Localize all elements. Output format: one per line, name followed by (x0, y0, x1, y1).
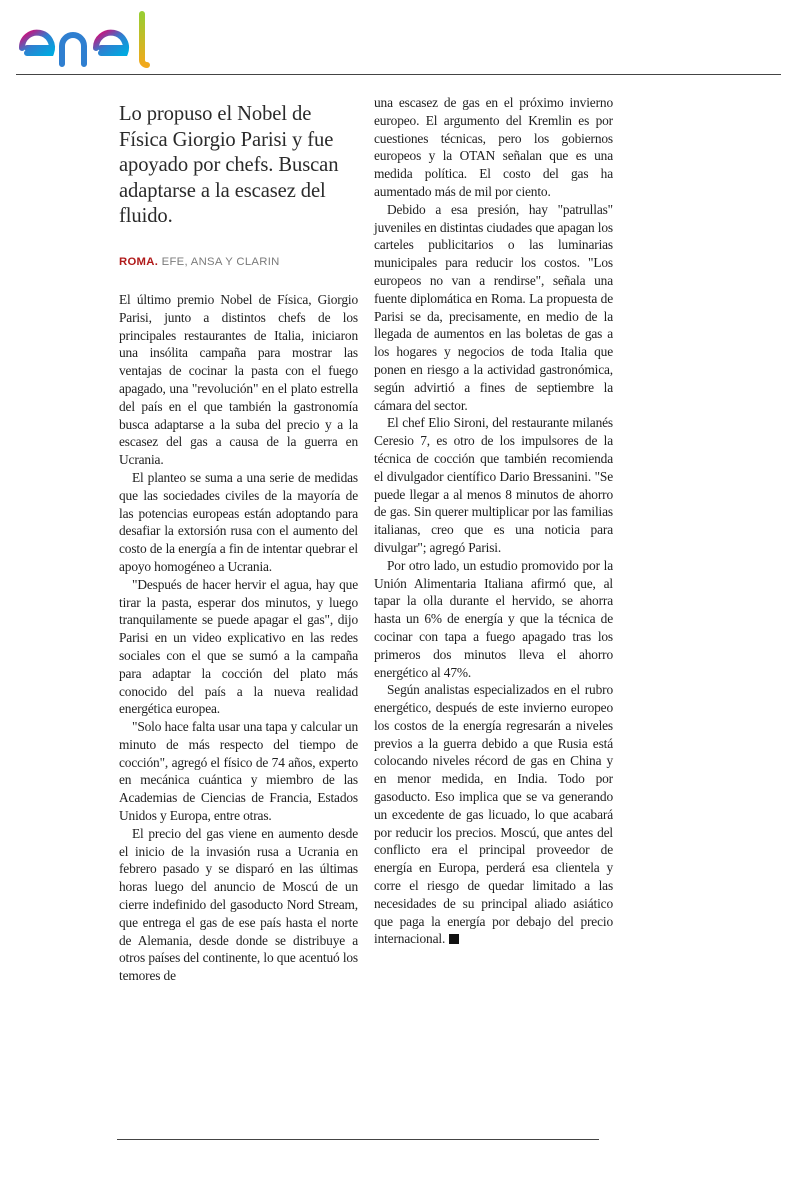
paragraph: "Después de hacer hervir el agua, hay que tirar la pasta, esperar dos minutos, y luego tranquilamente se puede apagar el gas", dijo Parisi en un video explicativo en las redes sociales con el que se sumó a la campaña para adaptar la cocción del plato más conocido del país a la nueva realidad energética europea. (119, 576, 358, 717)
article-right-column (374, 94, 613, 948)
paragraph: El precio del gas viene en aumento desde el inicio de la invasión rusa a Ucrania en febrero pasado y se disparó en las últimas horas luego del anuncio de Moscú de un cierre indefinido del gasoducto Nord Stream, que entrega el gas de ese país hasta el norte de Alemania, desde donde se distribuye a otros países del continente, lo que acentuó los temores de (119, 825, 358, 984)
article-byline (119, 256, 358, 268)
enel-logo (18, 8, 170, 70)
paragraph: El planteo se suma a una serie de medidas que las sociedades civiles de la mayoría de las potencias europeas están adoptando para desafiar la extorsión rusa con el aumento del costo de la energía a fin de intentar quebrar el apoyo homogéneo a Ucrania. (119, 469, 358, 574)
byline-city: ROMA. (119, 255, 159, 268)
paragraph: El último premio Nobel de Física, Giorgio Parisi, junto a distintos chefs de los principales restaurantes de Italia, iniciaron una insólita campaña para mostrar las ventajas de cocinar la pasta con el fuego apagado, una "revolución" en el plato estrella del país en el que también la gastronomía busca adaptarse a la suba del precio y a la escasez del gas a causa de la guerra en Ucrania. (119, 291, 358, 468)
last-paragraph-text: Según analistas especializados en el rubro energético, después de este invierno europeo los costos de la energía regresarán a niveles previos a la guerra debido a que Rusia está colocando niveles récord de gas en China y en menor medida, en India. Todo por gasoducto. Eso implica que se va generando un excedente de gas licuado, lo que acabará por reducir los precios. Moscú, que antes del conflicto era el principal proveedor de energía en Europa, perderá esa clientela y corre el riesgo de quedar limitado a las necesidades de su principal aliado asiático que paga la energía por debajo del precio internacional. (374, 682, 613, 947)
article-headline: Lo propuso el Nobel de Física Giorgio Parisi y fue apoyado por chefs. Buscan adaptarse a la escasez del fluido. (119, 103, 339, 228)
paragraph-last (374, 681, 613, 948)
paragraph: El chef Elio Sironi, del restaurante milanés Ceresio 7, es otro de los impulsores de la técnica de cocción que también recomienda el divulgador científico Dario Bressanini. "Se puede llegar a al menos 8 minutos de ahorro de gas. Sin querer multiplicar por las familias italianas, creo que es una noticia para divulgar"; agregó Parisi. (374, 415, 613, 555)
byline-sources: EFE, ANSA Y CLARIN (161, 255, 280, 268)
bottom-divider (117, 1139, 599, 1140)
top-divider (16, 74, 781, 75)
paragraph: Debido a esa presión, hay "patrullas" juveniles en distintas ciudades que apagan los carteles publicitarios o las luminarias municipales para reducir los costos. "Los europeos no van a rendirse", señala una fuente diplomática en Roma. La propuesta de Parisi se da, precisamente, en medio de la llegada de aumentos en las boletas de gas a los hogares y negocios de toda Italia que ponen en riesgo a la actividad gastronómica, según advirtió a fines de septiembre la cámara del sector. (374, 201, 613, 413)
article-left-column (119, 94, 358, 985)
paragraph: "Solo hace falta usar una tapa y calcular un minuto de más respecto del tiempo de cocción", agregó el físico de 74 años, experto en mecánica cuántica y miembro de las Academias de Ciencias de Francia, Estados Unidos y Europa, entre otras. (119, 719, 358, 824)
paragraph: Por otro lado, un estudio promovido por la Unión Alimentaria Italiana afirmó que, al tapar la olla durante el hervido, se ahorra hasta un 6% de energía y que la técnica de cocinar con tapa a fuego apagado tras los primeros dos minutos lleva el ahorro energético al 47%. (374, 557, 613, 680)
end-of-article-mark (449, 934, 459, 944)
paragraph: una escasez de gas en el próximo invierno europeo. El argumento del Kremlin es por cuestiones técnicas, pero los gobiernos europeos y la OTAN señalan que es una medida política. El costo del gas ha aumentado más de mil por ciento. (374, 95, 613, 199)
